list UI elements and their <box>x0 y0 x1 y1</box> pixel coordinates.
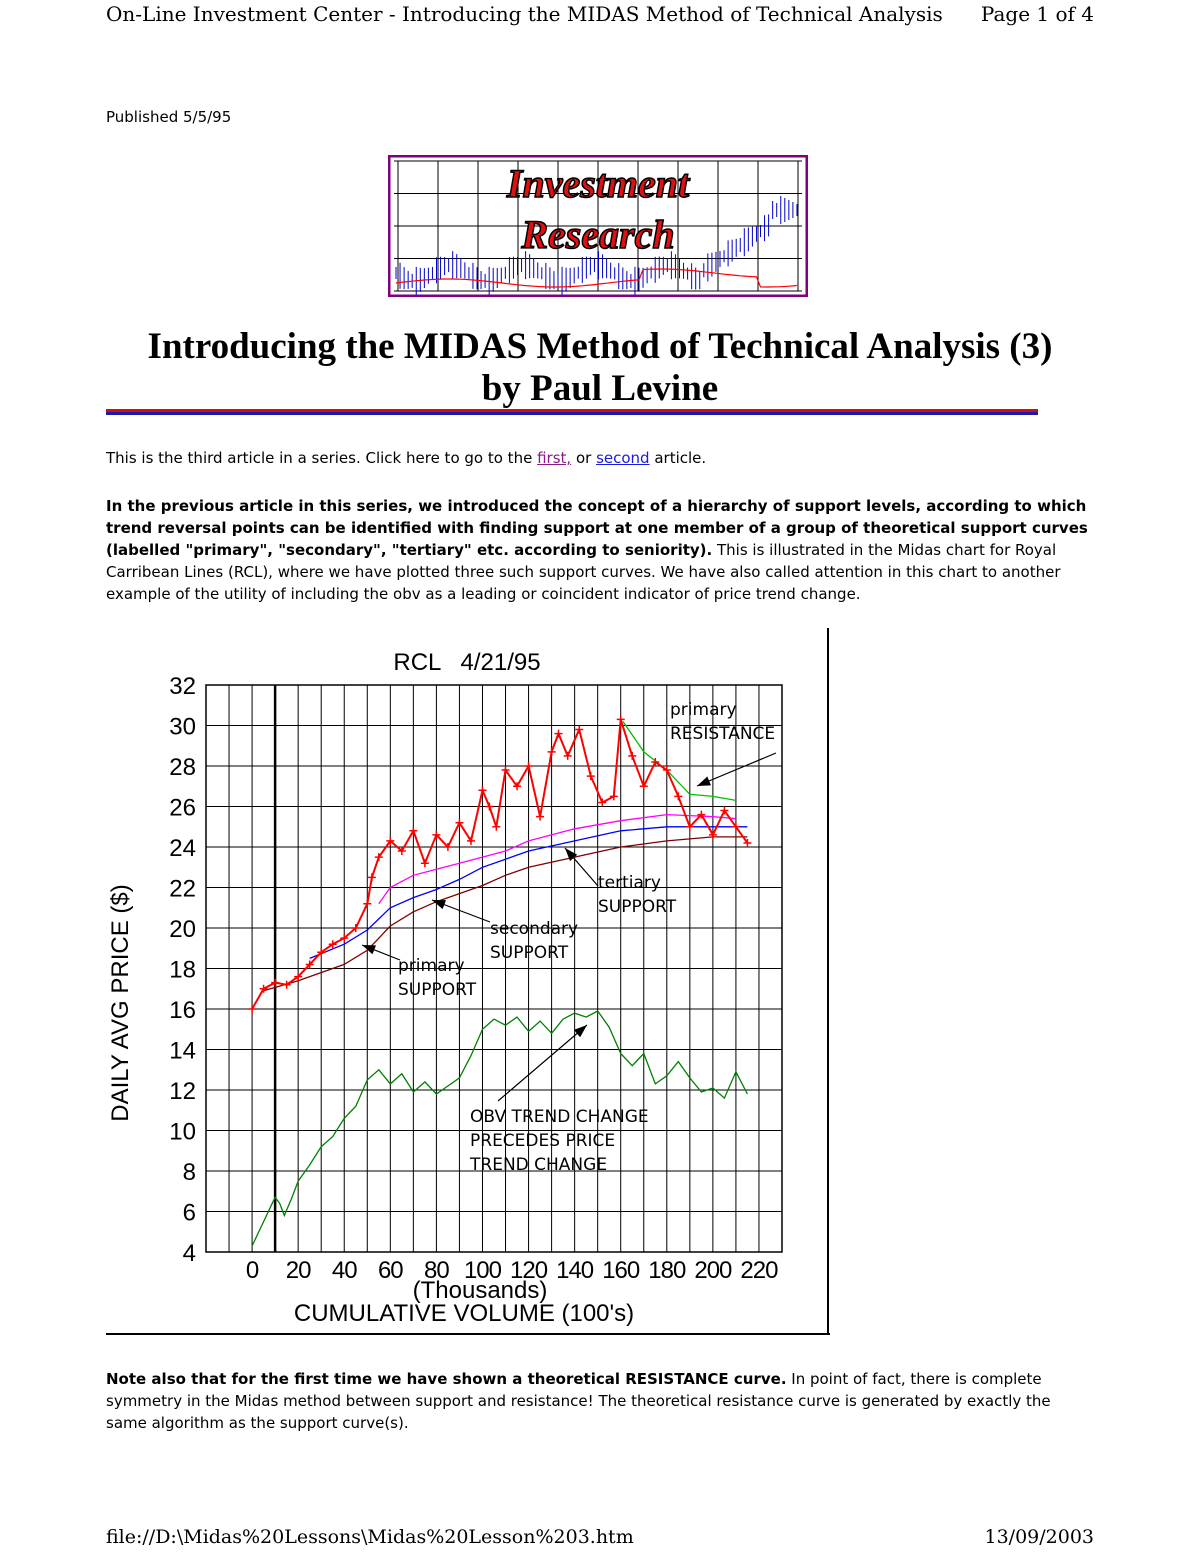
y-tick-label: 32 <box>169 673 196 700</box>
y-tick-label: 22 <box>169 875 196 903</box>
price-point <box>628 752 636 760</box>
para2-bold: In the previous article in this series, we introduced the concept of a hierarchy of support levels, according to which trend reversal points can be identified with finding support at one member of a group of theoretical support curves (labelled "primary", "secondary", "tertiary" etc. according to seniority). <box>106 497 1088 559</box>
banner-line1: Investment <box>506 161 690 206</box>
chart-xlabel: CUMULATIVE VOLUME (100's) <box>293 1300 635 1327</box>
price-point <box>421 859 429 867</box>
price-point <box>525 762 533 770</box>
page-header-title: On-Line Investment Center - Introducing the MIDAS Method of Technical Analysis <box>106 2 943 26</box>
link-second-article[interactable]: second <box>596 449 650 467</box>
y-tick-label: 20 <box>169 916 196 943</box>
annotation-text: SUPPORT <box>598 897 677 917</box>
price-point <box>363 900 371 908</box>
price-point <box>640 782 648 790</box>
price-point <box>271 979 279 987</box>
price-point <box>548 748 556 756</box>
annotation-text: OBV TREND CHANGE <box>470 1107 649 1127</box>
chart-xlabel-sub: (Thousands) <box>412 1277 548 1304</box>
para3-text: In point of fact, there is complete symmetry in the Midas method between support and resistance! The theoretical resistance curve is generated by exactly the same algorithm as the support curve(s). <box>106 1370 1051 1432</box>
footer-file-path: file://D:\Midas%20Lessons\Midas%20Lesson%203.htm <box>106 1526 634 1548</box>
x-tick-label: 160 <box>602 1257 640 1284</box>
previous-article-paragraph <box>106 495 1096 605</box>
investment-research-banner <box>388 155 808 297</box>
annotation-text: PRECEDES PRICE <box>470 1131 616 1151</box>
rcl-midas-chart <box>100 628 840 1338</box>
price-point <box>610 792 618 800</box>
chart-title: RCL 4/21/95 <box>393 649 541 676</box>
annotation-text: primary <box>670 700 737 720</box>
x-tick-label: 60 <box>377 1257 403 1284</box>
x-tick-label: 0 <box>245 1257 259 1284</box>
y-tick-label: 4 <box>182 1240 196 1267</box>
price-point <box>478 786 486 794</box>
price-point <box>575 726 583 734</box>
y-tick-label: 12 <box>169 1078 196 1105</box>
x-tick-label: 40 <box>331 1257 357 1284</box>
annotation-text: tertiary <box>598 873 661 893</box>
footer-date: 13/09/2003 <box>984 1526 1094 1548</box>
price-point <box>598 798 606 806</box>
title-rule-blue <box>106 412 1038 415</box>
y-tick-label: 26 <box>169 794 196 822</box>
y-tick-label: 24 <box>169 835 196 862</box>
x-tick-label: 200 <box>694 1257 732 1284</box>
y-tick-label: 18 <box>169 956 196 984</box>
title-line1: Introducing the MIDAS Method of Technical Analysis (3) <box>147 326 1053 367</box>
x-tick-label: 100 <box>463 1257 502 1284</box>
x-tick-label: 220 <box>740 1257 778 1284</box>
price-point <box>564 752 572 760</box>
price-point <box>674 792 682 800</box>
article-title <box>60 326 1140 410</box>
link-first-article[interactable]: first, <box>537 449 572 467</box>
para3-bold: Note also that for the first time we have shown a theoretical RESISTANCE curve. <box>106 1370 787 1388</box>
annotation-text: SUPPORT <box>490 943 569 963</box>
price-point <box>260 985 268 993</box>
banner-line2: Research <box>521 212 675 257</box>
price-point <box>555 730 563 738</box>
x-tick-label: 120 <box>510 1257 548 1284</box>
intro-text-between: or <box>571 449 597 467</box>
page-number: Page 1 of 4 <box>980 2 1094 26</box>
price-point <box>409 827 417 835</box>
annotation-arrowhead <box>697 777 711 786</box>
published-date: Published 5/5/95 <box>106 108 232 126</box>
annotation-arrowhead <box>574 1025 587 1037</box>
intro-text-before: This is the third article in a series. Click here to go to the <box>106 449 538 467</box>
y-tick-label: 10 <box>169 1118 196 1146</box>
y-tick-label: 28 <box>169 754 196 781</box>
x-tick-label: 180 <box>648 1257 686 1284</box>
intro-paragraph <box>106 447 1096 469</box>
price-point <box>248 1005 256 1013</box>
price-point <box>485 803 493 811</box>
y-tick-label: 30 <box>169 713 196 741</box>
price-point <box>368 873 376 881</box>
para2-text: This is illustrated in the Midas chart for Royal Carribean Lines (RCL), where we have plotted three such support curves. We have also called attention in this chart to another example of the utility of including the obv as a leading or coincident indicator of price trend change. <box>106 541 1061 603</box>
series-line-price <box>252 719 747 1009</box>
series-line-obv <box>252 1011 747 1246</box>
title-line2: by Paul Levine <box>481 368 719 409</box>
x-tick-label: 20 <box>285 1257 311 1284</box>
y-tick-label: 14 <box>169 1037 196 1065</box>
annotation-text: SUPPORT <box>398 980 477 1000</box>
y-tick-label: 6 <box>182 1199 196 1227</box>
y-tick-label: 8 <box>182 1159 196 1186</box>
x-tick-label: 80 <box>424 1257 449 1284</box>
annotation-arrowhead <box>432 900 446 909</box>
annotation-text: secondary <box>490 919 579 939</box>
y-tick-label: 16 <box>169 997 196 1024</box>
chart-ylabel: DAILY AVG PRICE ($) <box>107 884 134 1122</box>
annotation-text: primary <box>398 956 465 976</box>
price-point <box>536 813 544 821</box>
resistance-paragraph <box>106 1368 1096 1434</box>
annotation-text: TREND CHANGE <box>470 1155 608 1175</box>
intro-text-after: article. <box>649 449 707 467</box>
price-point <box>587 772 595 780</box>
annotation-text: RESISTANCE <box>670 724 776 744</box>
x-tick-label: 140 <box>556 1257 594 1284</box>
price-point <box>492 823 500 831</box>
